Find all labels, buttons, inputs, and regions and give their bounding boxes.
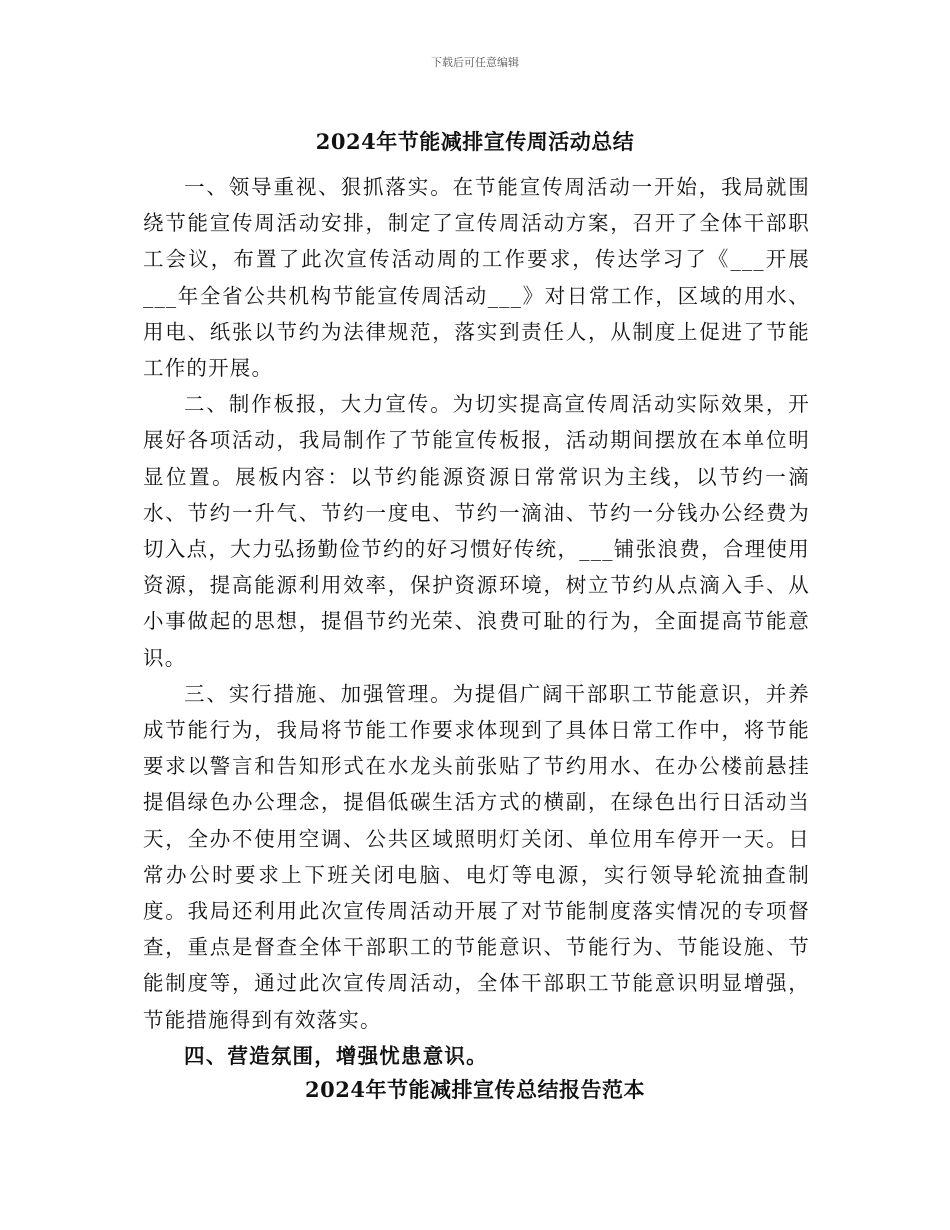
paragraph-section-two: 二、制作板报，大力宣传。为切实提高宣传周活动实际效果，开展好各项活动，我局制作了节能宣传板报，活动期间摆放在本单位明显位置。展板内容：以节约能源资源日常常识为主线，以节约一滴水、节约一升气、节约一度电、节约一滴油、节约一分钱办公经费为切入点，大力弘扬勤俭节约的好习惯好传统，___铺张浪费，合理使用资源，提高能源利用效率，保护资源环境，树立节约从点滴入手、从小事做起的思想，提倡节约光荣、浪费可耻的行为，全面提高节能意识。 [143, 392, 810, 670]
page-header-note: 下载后可任意编辑 [431, 56, 519, 69]
paragraph-section-one: 一、领导重视、狠抓落实。在节能宣传周活动一开始，我局就围绕节能宣传周活动安排，制定了宣传周活动方案，召开了全体干部职工会议，布置了此次宣传活动周的工作要求，传达学习了《___开展___年全省公共机构节能宣传周活动___》对日常工作，区域的用水、用电、纸张以节约为法律规范，落实到责任人，从制度上促进了节能工作的开展。 [143, 175, 810, 381]
section-four-heading: 四、营造氛围，增强忧患意识。 [184, 1043, 488, 1068]
document-body [143, 169, 810, 1074]
paragraph-section-three: 三、实行措施、加强管理。为提倡广阔干部职工节能意识，并养成节能行为，我局将节能工作要求体现到了具体日常工作中，将节能要求以警言和告知形式在水龙头前张贴了节约用水、在办公楼前悬挂提倡绿色办公理念，提倡低碳生活方式的横副，在绿色出行日活动当天，全办不使用空调、公共区域照明灯关闭、单位用车停开一天。日常办公时要求上下班关闭电脑、电灯等电源，实行领导轮流抽查制度。我局还利用此次宣传周活动开展了对节能制度落实情况的专项督查，重点是督查全体干部职工的节能意识、节能行为、节能设施、节能制度等，通过此次宣传周活动，全体干部职工节能意识明显增强，节能措施得到有效落实。 [143, 681, 810, 1032]
document-title: 2024年节能减排宣传周活动总结 [315, 129, 635, 154]
second-document-title: 2024年节能减排宣传总结报告范本 [305, 1077, 645, 1102]
